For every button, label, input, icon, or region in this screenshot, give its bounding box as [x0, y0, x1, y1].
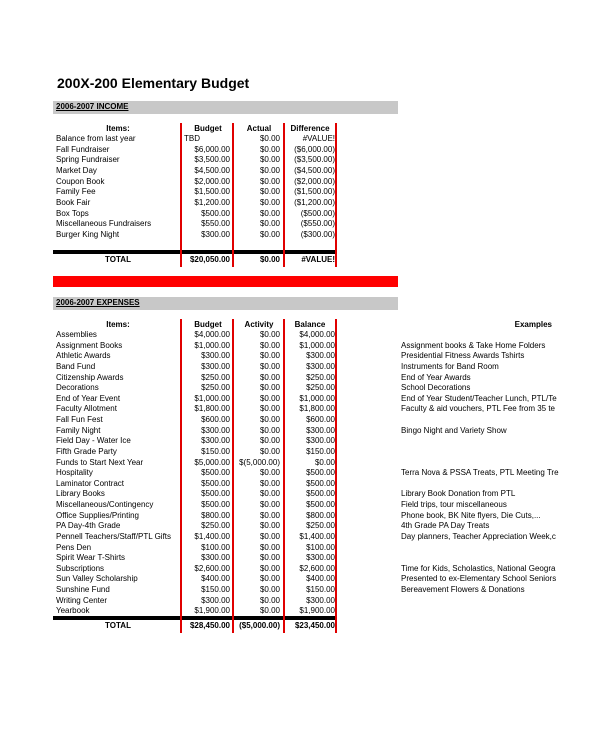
- cell-example: Bingo Night and Variety Show: [401, 425, 507, 435]
- income-header-budget: Budget: [194, 124, 222, 133]
- cell-item: Book Fair: [56, 197, 91, 207]
- cell-item: Library Books: [56, 489, 105, 499]
- cell-col4: $150.00: [306, 446, 335, 456]
- cell-budget: $500.00: [201, 208, 230, 218]
- cell-col4: $500.00: [306, 468, 335, 478]
- cell-item: Athletic Awards: [56, 351, 111, 361]
- cell-budget: $1,400.00: [194, 531, 230, 541]
- cell-budget: $1,500.00: [194, 187, 230, 197]
- cell-col3: $0.00: [259, 208, 280, 218]
- cell-budget: $500.00: [201, 500, 230, 510]
- expenses-header-balance: Balance: [294, 320, 326, 329]
- cell-budget: TBD: [184, 134, 200, 143]
- table-row: [0, 341, 600, 352]
- cell-example: Assignment books & Take Home Folders: [401, 340, 546, 350]
- cell-col3: $0.00: [259, 531, 280, 541]
- cell-item: PA Day-4th Grade: [56, 521, 121, 531]
- income-header-items: Items:: [106, 124, 130, 133]
- cell-col4: ($1,200.00): [294, 197, 335, 207]
- cell-col4: $2,600.00: [299, 563, 335, 573]
- cell-item: Decorations: [56, 383, 99, 393]
- expenses-header-activity: Activity: [244, 320, 274, 329]
- expenses-column-divider: [232, 319, 234, 633]
- cell-col4: ($2,000.00): [294, 176, 335, 186]
- cell-budget: $1,200.00: [194, 197, 230, 207]
- income-total-difference: #VALUE!: [301, 255, 335, 264]
- table-row: [0, 330, 600, 341]
- table-row: [0, 415, 600, 426]
- cell-col3: $0.00: [259, 542, 280, 552]
- cell-item: Fall Fundraiser: [56, 144, 110, 154]
- cell-item: Band Fund: [56, 361, 96, 371]
- cell-budget: $6,000.00: [194, 144, 230, 154]
- table-row: [0, 362, 600, 373]
- cell-example: 4th Grade PA Day Treats: [401, 521, 490, 531]
- expenses-total-divider: [53, 616, 337, 620]
- table-row: [0, 521, 600, 532]
- cell-budget: $600.00: [201, 415, 230, 425]
- table-row: [0, 134, 600, 145]
- cell-col3: $0.00: [259, 330, 280, 339]
- cell-budget: $300.00: [201, 553, 230, 563]
- cell-example: Library Book Donation from PTL: [401, 489, 516, 499]
- table-row: [0, 596, 600, 607]
- cell-col4: $1,800.00: [299, 404, 335, 414]
- cell-example: Time for Kids, Scholastics, National Geogra: [401, 563, 556, 573]
- cell-col3: $0.00: [259, 436, 280, 446]
- cell-item: Assemblies: [56, 330, 97, 339]
- table-row: [0, 187, 600, 198]
- table-row: [0, 166, 600, 177]
- expenses-column-divider: [283, 319, 285, 633]
- expenses-total-budget: $28,450.00: [189, 621, 230, 630]
- cell-item: Market Day: [56, 165, 97, 175]
- cell-col3: $0.00: [259, 468, 280, 478]
- cell-col4: $0.00: [314, 457, 335, 467]
- cell-item: End of Year Event: [56, 393, 121, 403]
- cell-col3: $0.00: [259, 134, 280, 143]
- cell-item: Sunshine Fund: [56, 585, 110, 595]
- cell-budget: $500.00: [201, 468, 230, 478]
- cell-budget: $1,800.00: [194, 404, 230, 414]
- cell-budget: $500.00: [201, 489, 230, 499]
- cell-col3: $0.00: [259, 187, 280, 197]
- income-header-actual: Actual: [246, 124, 272, 133]
- table-row: [0, 230, 600, 241]
- cell-budget: $800.00: [201, 510, 230, 520]
- cell-budget: $5,000.00: [194, 457, 230, 467]
- cell-item: Fall Fun Fest: [56, 415, 103, 425]
- cell-example: Field trips, tour miscellaneous: [401, 500, 507, 510]
- cell-col3: $0.00: [259, 165, 280, 175]
- cell-col4: $250.00: [306, 521, 335, 531]
- cell-col4: $300.00: [306, 425, 335, 435]
- cell-col3: $0.00: [259, 553, 280, 563]
- expenses-header-items: Items:: [106, 320, 130, 329]
- cell-col4: $1,000.00: [299, 393, 335, 403]
- cell-col3: $0.00: [259, 155, 280, 165]
- cell-example: School Decorations: [401, 383, 471, 393]
- income-section-header: [53, 101, 398, 114]
- expenses-section-label: 2006-2007 EXPENSES: [56, 298, 140, 307]
- cell-col4: $400.00: [306, 574, 335, 584]
- expenses-total-label: TOTAL: [105, 621, 131, 630]
- cell-col4: $500.00: [306, 500, 335, 510]
- cell-col4: ($1,500.00): [294, 187, 335, 197]
- table-row: [0, 394, 600, 405]
- income-column-divider: [232, 123, 234, 267]
- cell-item: Coupon Book: [56, 176, 105, 186]
- cell-col3: $0.00: [259, 415, 280, 425]
- table-row: [0, 426, 600, 437]
- cell-col3: $0.00: [259, 229, 280, 239]
- table-row: [0, 543, 600, 554]
- cell-budget: $150.00: [201, 585, 230, 595]
- cell-item: Box Tops: [56, 208, 89, 218]
- cell-budget: $1,900.00: [194, 606, 230, 616]
- cell-col4: $4,000.00: [299, 330, 335, 339]
- cell-item: Writing Center: [56, 595, 107, 605]
- cell-col4: ($4,500.00): [294, 165, 335, 175]
- table-row: [0, 574, 600, 585]
- cell-example: Presidential Fitness Awards Tshirts: [401, 351, 525, 361]
- cell-col4: ($500.00): [300, 208, 335, 218]
- income-total-divider: [53, 250, 337, 254]
- cell-item: Spirit Wear T-Shirts: [56, 553, 126, 563]
- table-row: [0, 447, 600, 458]
- cell-col3: $0.00: [259, 521, 280, 531]
- cell-budget: $300.00: [201, 425, 230, 435]
- cell-col3: $0.00: [259, 606, 280, 616]
- cell-col4: $1,900.00: [299, 606, 335, 616]
- cell-item: Miscellaneous/Contingency: [56, 500, 154, 510]
- expenses-header-row: [0, 320, 600, 331]
- income-total-actual: $0.00: [259, 255, 280, 264]
- cell-col3: $0.00: [259, 595, 280, 605]
- cell-item: Burger King Night: [56, 229, 120, 239]
- cell-item: Family Fee: [56, 187, 96, 197]
- cell-budget: $2,000.00: [194, 176, 230, 186]
- cell-col3: $0.00: [259, 510, 280, 520]
- cell-col4: ($550.00): [300, 219, 335, 229]
- cell-budget: $100.00: [201, 542, 230, 552]
- cell-item: Spring Fundraiser: [56, 155, 120, 165]
- cell-item: Pens Den: [56, 542, 92, 552]
- income-section-label: 2006-2007 INCOME: [56, 102, 129, 111]
- cell-col3: $0.00: [259, 351, 280, 361]
- cell-col4: $500.00: [306, 478, 335, 488]
- expenses-total-row: [0, 621, 600, 632]
- expenses-header-budget: Budget: [194, 320, 222, 329]
- table-row: [0, 383, 600, 394]
- page-title: 200X-200 Elementary Budget: [57, 75, 250, 91]
- cell-budget: $1,000.00: [194, 340, 230, 350]
- table-row: [0, 553, 600, 564]
- expenses-total-activity: ($5,000.00): [239, 621, 280, 630]
- cell-col4: $250.00: [306, 372, 335, 382]
- cell-budget: $250.00: [201, 383, 230, 393]
- income-total-row: [0, 255, 600, 266]
- cell-budget: $2,600.00: [194, 563, 230, 573]
- cell-budget: $250.00: [201, 372, 230, 382]
- expenses-section-header: [53, 297, 398, 310]
- table-row: [0, 500, 600, 511]
- cell-col3: $0.00: [259, 197, 280, 207]
- cell-col3: $(5,000.00): [239, 457, 280, 467]
- cell-example: Phone book, BK Nite flyers, Die Cuts,...: [401, 510, 541, 520]
- cell-item: Pennell Teachers/Staff/PTL Gifts: [56, 531, 172, 541]
- expenses-header-examples: Examples: [514, 320, 552, 329]
- cell-item: Laminator Contract: [56, 478, 125, 488]
- cell-col4: $600.00: [306, 415, 335, 425]
- cell-item: Balance from last year: [56, 134, 136, 143]
- cell-budget: $400.00: [201, 574, 230, 584]
- cell-col4: $300.00: [306, 361, 335, 371]
- cell-col4: $300.00: [306, 436, 335, 446]
- cell-item: Citizenship Awards: [56, 372, 124, 382]
- cell-item: Yearbook: [56, 606, 90, 616]
- cell-col3: $0.00: [259, 219, 280, 229]
- cell-col3: $0.00: [259, 144, 280, 154]
- cell-item: Field Day - Water Ice: [56, 436, 131, 446]
- cell-budget: $4,500.00: [194, 165, 230, 175]
- cell-col3: $0.00: [259, 500, 280, 510]
- cell-example: Instruments for Band Room: [401, 361, 499, 371]
- cell-item: Fifth Grade Party: [56, 446, 117, 456]
- cell-budget: $3,500.00: [194, 155, 230, 165]
- cell-item: Funds to Start Next Year: [56, 457, 144, 467]
- table-row: [0, 532, 600, 543]
- cell-col3: $0.00: [259, 585, 280, 595]
- table-row: [0, 351, 600, 362]
- cell-item: Assignment Books: [56, 340, 123, 350]
- cell-col4: $1,000.00: [299, 340, 335, 350]
- income-total-budget: $20,050.00: [189, 255, 230, 264]
- cell-col4: $300.00: [306, 595, 335, 605]
- cell-col4: ($3,500.00): [294, 155, 335, 165]
- cell-col3: $0.00: [259, 563, 280, 573]
- income-header-difference: Difference: [290, 124, 330, 133]
- income-column-divider: [283, 123, 285, 267]
- cell-budget: $300.00: [201, 351, 230, 361]
- cell-col4: $500.00: [306, 489, 335, 499]
- cell-col3: $0.00: [259, 340, 280, 350]
- cell-item: Hospitality: [56, 468, 93, 478]
- cell-col3: $0.00: [259, 489, 280, 499]
- cell-col3: $0.00: [259, 383, 280, 393]
- cell-example: Presented to ex-Elementary School Seniors: [401, 574, 557, 584]
- cell-col4: $300.00: [306, 553, 335, 563]
- cell-example: End of Year Student/Teacher Lunch, PTL/Te: [401, 393, 557, 403]
- cell-budget: $250.00: [201, 521, 230, 531]
- cell-item: Office Supplies/Printing: [56, 510, 140, 520]
- table-row: [0, 373, 600, 384]
- cell-example: Terra Nova & PSSA Treats, PTL Meeting Tre: [401, 468, 559, 478]
- cell-item: Subscriptions: [56, 563, 105, 573]
- cell-budget: $500.00: [201, 478, 230, 488]
- cell-col3: $0.00: [259, 425, 280, 435]
- cell-item: Family Night: [56, 425, 101, 435]
- cell-col3: $0.00: [259, 574, 280, 584]
- cell-col3: $0.00: [259, 446, 280, 456]
- cell-budget: $550.00: [201, 219, 230, 229]
- cell-col4: $800.00: [306, 510, 335, 520]
- cell-example: End of Year Awards: [401, 372, 471, 382]
- table-row: [0, 468, 600, 479]
- cell-item: Faculty Allotment: [56, 404, 117, 414]
- cell-item: Miscellaneous Fundraisers: [56, 219, 152, 229]
- cell-col4: $150.00: [306, 585, 335, 595]
- cell-example: Bereavement Flowers & Donations: [401, 585, 525, 595]
- table-row: [0, 489, 600, 500]
- table-row: [0, 155, 600, 166]
- income-total-label: TOTAL: [105, 255, 131, 264]
- table-row: [0, 458, 600, 469]
- cell-budget: $300.00: [201, 595, 230, 605]
- cell-col3: $0.00: [259, 176, 280, 186]
- income-header-row: [0, 124, 600, 135]
- cell-example: Faculty & aid vouchers, PTL Fee from 35 te: [401, 404, 555, 414]
- cell-col3: $0.00: [259, 404, 280, 414]
- expenses-total-balance: $23,450.00: [294, 621, 335, 630]
- cell-budget: $4,000.00: [194, 330, 230, 339]
- section-separator-bar: [53, 276, 398, 287]
- table-row: [0, 404, 600, 415]
- cell-col3: $0.00: [259, 372, 280, 382]
- table-row: [0, 511, 600, 522]
- cell-col3: $0.00: [259, 478, 280, 488]
- table-row: [0, 479, 600, 490]
- table-row: [0, 585, 600, 596]
- cell-col4: $250.00: [306, 383, 335, 393]
- cell-col4: #VALUE!: [302, 134, 335, 143]
- expenses-column-divider: [335, 319, 337, 633]
- cell-budget: $300.00: [201, 361, 230, 371]
- cell-budget: $300.00: [201, 229, 230, 239]
- cell-example: Day planners, Teacher Appreciation Week,c: [401, 531, 556, 541]
- cell-col3: $0.00: [259, 361, 280, 371]
- table-row: [0, 436, 600, 447]
- cell-col4: $100.00: [306, 542, 335, 552]
- table-row: [0, 564, 600, 575]
- income-column-divider: [180, 123, 182, 267]
- expenses-column-divider: [180, 319, 182, 633]
- table-row: [0, 219, 600, 230]
- cell-col4: $300.00: [306, 351, 335, 361]
- cell-item: Sun Valley Scholarship: [56, 574, 138, 584]
- income-column-divider: [335, 123, 337, 267]
- table-row: [0, 209, 600, 220]
- cell-budget: $150.00: [201, 446, 230, 456]
- cell-budget: $1,000.00: [194, 393, 230, 403]
- table-row: [0, 198, 600, 209]
- table-row: [0, 177, 600, 188]
- cell-budget: $300.00: [201, 436, 230, 446]
- cell-col4: $1,400.00: [299, 531, 335, 541]
- cell-col3: $0.00: [259, 393, 280, 403]
- cell-col4: ($6,000.00): [294, 144, 335, 154]
- table-row: [0, 145, 600, 156]
- cell-col4: ($300.00): [300, 229, 335, 239]
